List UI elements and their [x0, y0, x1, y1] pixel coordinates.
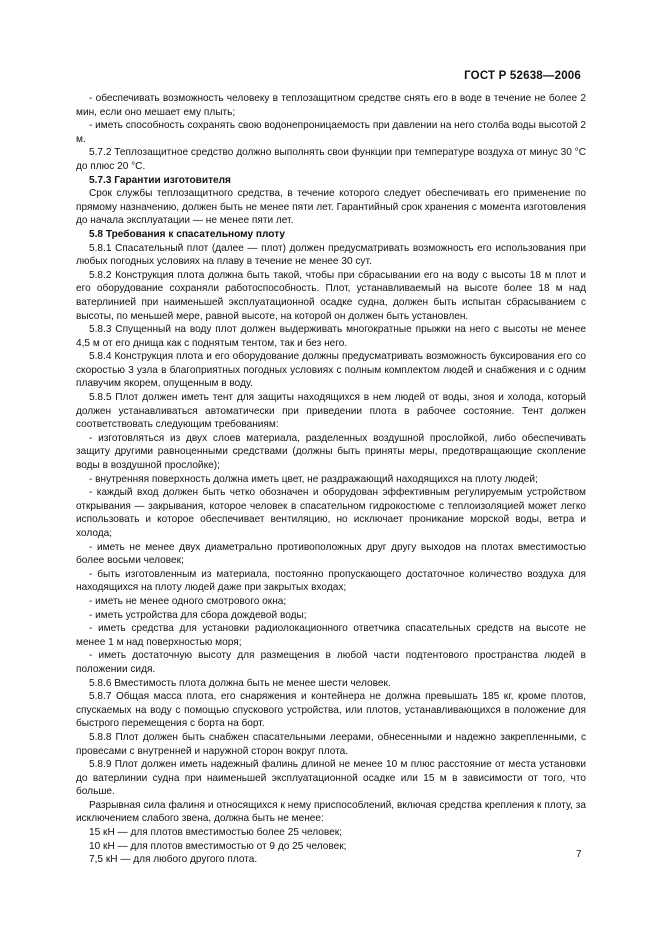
- paragraph: 5.7.2 Теплозащитное средство должно выполнять свои функции при температуре воздуха от минус 30 °С до плюс 20 °С.: [76, 147, 586, 172]
- paragraph: Разрывная сила фалиня и относящихся к нему приспособлений, включая средства крепления к плоту, за исключением слабого звена, должна быть не менее:: [76, 799, 586, 825]
- paragraph: 5.8.5 Плот должен иметь тент для защиты находящихся в нем людей от воды, зноя и холода, который должен устанавливаться автоматически при приведении плота в рабочее состояние. Тент должен соответствовать следующим требованиям:: [76, 392, 586, 431]
- paragraph: 5.8.4 Конструкция плота и его оборудование должны предусматривать возможность буксирования его со скоростью 3 узла в благоприятных погодных условиях с полным комплектом людей и снабжения и с одним плавучим якорем, опущенным в воду.: [76, 351, 586, 390]
- list-item: - иметь средства для установки радиолокационного ответчика спасательных средств на высоте не менее 1 м над поверхностью моря;: [76, 623, 586, 648]
- paragraph: 5.8.3 Спущенный на воду плот должен выдерживать многократные прыжки на него с высоты не менее 4,5 м от его днища как с поднятым тентом, так и без него.: [76, 324, 586, 349]
- list-item: - изготовляться из двух слоев материала, разделенных воздушной прослойкой, либо обеспечивать защиту другими равноценными средствами (должны быть приняты меры, предотвращающие скопление воды в воздушной прослойке);: [76, 432, 586, 472]
- list-item: - каждый вход должен быть четко обозначен и оборудован эффективным регулируемым устройством открывания — закрывания, которое человек в спасательном гидрокостюме с теплоизоляцией может легко использовать и которое обеспечивает вентиляцию, но исключает проникание морской воды, ветра и холода;: [76, 487, 586, 539]
- paragraph: 5.8.9 Плот должен иметь надежный фалинь длиной не менее 10 м плюс расстояние от места установки до ватерлинии судна при наименьшей эксплуатационной осадке или 15 м в зависимости от того, что больше.: [76, 759, 586, 798]
- document-code: ГОСТ Р 52638—2006: [464, 70, 581, 82]
- paragraph: 5.8.6 Вместимость плота должна быть не менее шести человек.: [89, 677, 391, 689]
- paragraph: 5.8.2 Конструкция плота должна быть такой, чтобы при сбрасывании его на воду с высоты 18 м плот и его оборудование сохраняли работоспособность. Плот, устанавливаемый на высоте более 18 м над ватерлинией при наименьшей эксплуатационной осадке судна, должен быть испытан сбрасыванием с высоты, по меньшей мере, равной высоте, на которой он должен быть установлен.: [76, 269, 586, 322]
- page-number: 7: [576, 849, 582, 860]
- list-item: - иметь достаточную высоту для размещения в любой части подтентового пространства людей в положении сидя.: [76, 650, 586, 675]
- list-item: - иметь способность сохранять свою водонепроницаемость при давлении на него столба воды высотой 2 м.: [76, 120, 586, 145]
- list-item: - быть изготовленным из материала, постоянно пропускающего достаточное количество воздуха для находящихся на плоту людей даже при закрытых входах;: [76, 568, 586, 594]
- list-item: - обеспечивать возможность человеку в теплозащитном средстве снять его в воде в течение не более 2 мин, если оно мешает ему плыть;: [76, 93, 586, 118]
- section-heading: 5.8 Требования к спасательному плоту: [89, 228, 286, 240]
- paragraph: 5.8.7 Общая масса плота, его снаряжения и контейнера не должна превышать 185 кг, кроме плотов, спускаемых на воду с помощью спускового устройства, или плотов, устанавливающихся в положение для быстрого перемещения с борта на борт.: [76, 691, 586, 730]
- list-item: - внутренняя поверхность должна иметь цвет, не раздражающий находящихся на плоту людей;: [89, 473, 538, 485]
- document-body: [76, 92, 586, 867]
- list-item: - иметь устройства для сбора дождевой воды;: [89, 609, 307, 621]
- list-item: 15 кН — для плотов вместимостью более 25 человек;: [89, 827, 342, 839]
- list-item: 7,5 кН — для любого другого плота.: [89, 854, 258, 866]
- paragraph: 5.8.1 Спасательный плот (далее — плот) должен предусматривать возможность его использования при любых погодных условиях на плаву в течение не менее 30 сут.: [76, 242, 586, 268]
- list-item: - иметь не менее двух диаметрально противоположных друг другу выходов на плотах вместимостью более восьми человек;: [76, 541, 586, 567]
- list-item: - иметь не менее одного смотрового окна;: [89, 595, 287, 607]
- list-item: 10 кН — для плотов вместимостью от 9 до 25 человек;: [89, 840, 347, 852]
- paragraph: 5.8.8 Плот должен быть снабжен спасательными леерами, обнесенными и надежно закрепленными, с провесами с внутренней и наружной сторон вокруг плота.: [76, 731, 586, 757]
- paragraph: Срок службы теплозащитного средства, в течение которого следует обеспечивать его применение по прямому назначению, должен быть не менее пяти лет. Гарантийный срок хранения с момента изготовления до начала эксплуатации — не менее пяти лет.: [76, 188, 586, 227]
- section-heading: 5.7.3 Гарантии изготовителя: [89, 174, 231, 186]
